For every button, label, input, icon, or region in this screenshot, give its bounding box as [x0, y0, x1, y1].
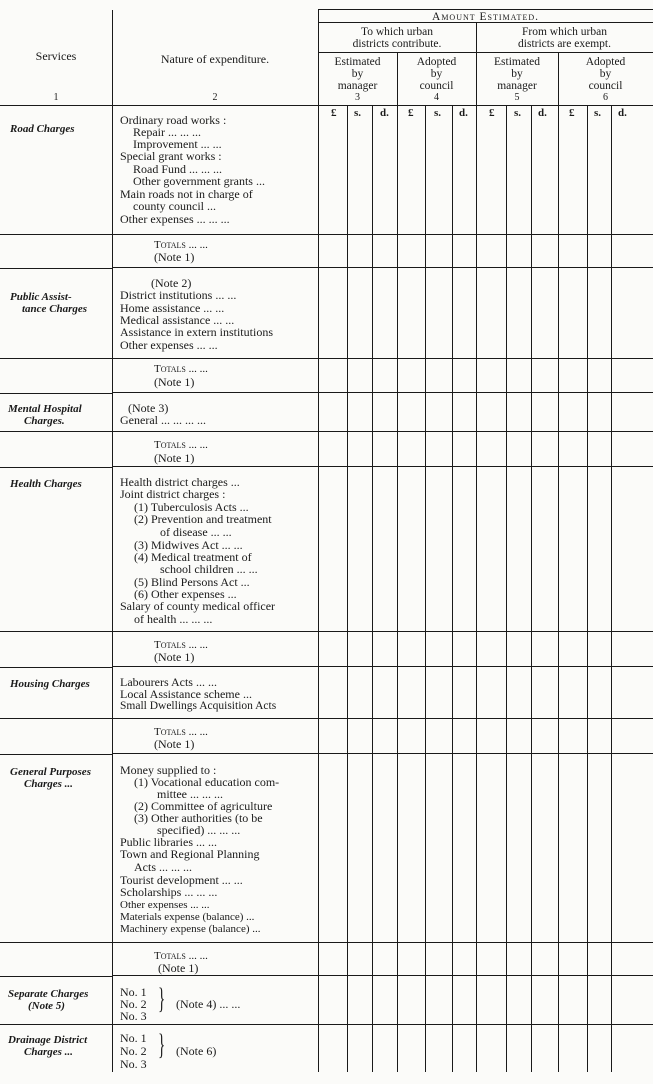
col6-label-2: by	[599, 68, 612, 80]
health-item: (1) Tuberculosis Acts ...	[134, 500, 249, 514]
road-item: Other government grants ...	[133, 174, 265, 188]
currency-shillings-3: s.	[514, 107, 522, 119]
service-general-purposes-line1: General Purposes	[10, 766, 91, 778]
group-contribute-line1: To which urban	[360, 26, 433, 38]
separate-item: No. 3	[120, 1009, 147, 1023]
public-assistance-item: Assistance in extern institutions	[120, 325, 273, 339]
general-item: Tourist development ... ...	[120, 873, 243, 887]
group-exempt-line2: districts are exempt.	[518, 38, 611, 50]
housing-item: Small Dwellings Acquisition Acts	[120, 700, 277, 712]
service-mental-hospital-line2: Charges.	[24, 415, 65, 427]
general-item: Materials expense (balance) ...	[120, 911, 255, 923]
amount-estimated-heading: Amount Estimated.	[432, 11, 539, 23]
health-item: school children ... ...	[160, 562, 258, 576]
public-assistance-item: Medical assistance ... ...	[120, 313, 235, 327]
brace-icon: }	[158, 1028, 166, 1061]
totals-note: (Note 1)	[154, 650, 195, 664]
col3-label-3: manager	[337, 80, 378, 92]
col1-number: 1	[53, 92, 59, 103]
totals-note: (Note 1)	[154, 737, 195, 751]
totals-label: Totals ... ...	[154, 950, 208, 962]
service-separate-charges-line1: Separate Charges	[8, 988, 89, 1000]
public-assistance-item: (Note 2)	[151, 276, 192, 290]
health-item: (5) Blind Persons Act ...	[134, 575, 250, 589]
service-separate-charges-line2: (Note 5)	[28, 1000, 65, 1012]
brace-icon: }	[158, 982, 166, 1015]
health-item: (2) Prevention and treatment	[134, 512, 272, 526]
separate-item: No. 1	[120, 985, 147, 999]
currency-pound-3: £	[489, 107, 495, 119]
general-item: (3) Other authorities (to be	[134, 811, 263, 825]
drainage-item: No. 1	[120, 1031, 147, 1045]
col3-label-1: Estimated	[334, 56, 381, 68]
currency-pound-2: £	[408, 107, 414, 119]
general-item: mittee ... ... ...	[157, 787, 223, 801]
col3-label-2: by	[351, 68, 364, 80]
road-item: Other expenses ... ... ...	[120, 212, 230, 226]
road-item: county council ...	[133, 199, 216, 213]
public-assistance-item: Other expenses ... ...	[120, 338, 218, 352]
health-item: (4) Medical treatment of	[134, 550, 252, 564]
service-mental-hospital-line1: Mental Hospital	[8, 403, 82, 415]
road-item: Improvement ... ...	[133, 137, 222, 151]
totals-label: Totals ... ...	[154, 363, 208, 375]
road-item: Special grant works :	[120, 149, 222, 163]
col6-label-1: Adopted	[585, 56, 626, 68]
col5-label-1: Estimated	[494, 56, 540, 68]
col3-number: 3	[355, 92, 360, 103]
service-public-assistance-line2: tance Charges	[22, 303, 88, 315]
public-assistance-item: District institutions ... ...	[120, 288, 237, 302]
health-item: of health ... ... ...	[134, 612, 213, 626]
totals-label: Totals ... ...	[154, 439, 208, 451]
col4-label-2: by	[430, 68, 443, 80]
general-item: Scholarships ... ... ...	[120, 885, 218, 899]
general-item: (1) Vocational education com-	[134, 775, 280, 789]
general-item: specified) ... ... ...	[157, 823, 241, 837]
service-drainage-line1: Drainage District	[8, 1034, 88, 1046]
totals-label: Totals ... ...	[154, 726, 208, 738]
totals-note: (Note 1)	[154, 250, 195, 264]
col2-number: 2	[212, 92, 218, 103]
service-health-charges: Health Charges	[10, 478, 82, 490]
general-item: Acts ... ... ...	[134, 860, 192, 874]
general-item: Machinery expense (balance) ...	[120, 923, 261, 935]
housing-item: Local Assistance scheme ...	[120, 687, 252, 701]
health-item: of disease ... ...	[160, 525, 232, 539]
totals-note: (Note 1)	[154, 375, 195, 389]
drainage-item: No. 3	[120, 1057, 147, 1071]
service-public-assistance-line1: Public Assist-	[10, 291, 72, 303]
general-item: Other expenses ... ...	[120, 899, 210, 911]
road-item: Road Fund ... ... ...	[133, 162, 223, 176]
totals-note: (Note 1)	[158, 961, 199, 975]
currency-pence-2: d.	[459, 107, 468, 119]
totals-note: (Note 1)	[154, 451, 195, 465]
currency-shillings-2: s.	[434, 107, 442, 119]
col4-label-3: council	[419, 80, 454, 92]
general-item: Public libraries ... ...	[120, 835, 217, 849]
health-item: Health district charges ...	[120, 475, 240, 489]
general-item: (2) Committee of agriculture	[134, 799, 273, 813]
road-item: Ordinary road works :	[120, 113, 227, 127]
health-item: (6) Other expenses ...	[134, 587, 237, 601]
separate-note: (Note 4) ... ...	[176, 997, 241, 1011]
totals-label: Totals ... ...	[154, 239, 208, 251]
road-item: Main roads not in charge of	[120, 187, 253, 201]
currency-pence-3: d.	[538, 107, 547, 119]
road-item: Repair ... ... ...	[133, 125, 201, 139]
housing-item: Labourers Acts ... ...	[120, 675, 217, 689]
service-drainage-line2: Charges ...	[24, 1046, 73, 1058]
drainage-note: (Note 6)	[176, 1044, 217, 1058]
col5-number: 5	[514, 92, 520, 103]
currency-shillings-1: s.	[354, 107, 362, 119]
general-item: Town and Regional Planning	[120, 847, 260, 861]
mental-item: (Note 3)	[128, 401, 169, 415]
col5-label-3: manager	[497, 80, 537, 92]
health-item: (3) Midwives Act ... ...	[134, 538, 243, 552]
col5-label-2: by	[511, 68, 523, 80]
service-general-purposes-line2: Charges ...	[24, 778, 73, 790]
currency-pence-1: d.	[380, 107, 389, 119]
col6-number: 6	[603, 92, 608, 103]
col6-label-3: council	[588, 80, 623, 92]
general-item: Money supplied to :	[120, 763, 217, 777]
currency-pound-1: £	[331, 107, 337, 119]
mental-item: General ... ... ... ...	[120, 413, 206, 427]
services-heading: Services	[35, 49, 77, 63]
health-item: Salary of county medical officer	[120, 599, 276, 613]
public-assistance-item: Home assistance ... ...	[120, 301, 225, 315]
col4-number: 4	[434, 92, 439, 103]
group-contribute-line2: districts contribute.	[352, 38, 442, 50]
service-housing-charges: Housing Charges	[10, 678, 90, 690]
nature-heading: Nature of expenditure.	[160, 52, 270, 66]
col4-label-1: Adopted	[416, 56, 457, 68]
drainage-item: No. 2	[120, 1044, 147, 1058]
totals-label: Totals ... ...	[154, 639, 208, 651]
separate-item: No. 2	[120, 997, 147, 1011]
currency-pence-4: d.	[618, 107, 627, 119]
group-exempt-line1: From which urban	[522, 26, 607, 38]
health-item: Joint district charges :	[120, 487, 226, 501]
currency-shillings-4: s.	[594, 107, 602, 119]
service-road-charges: Road Charges	[10, 123, 75, 135]
currency-pound-4: £	[569, 107, 575, 119]
